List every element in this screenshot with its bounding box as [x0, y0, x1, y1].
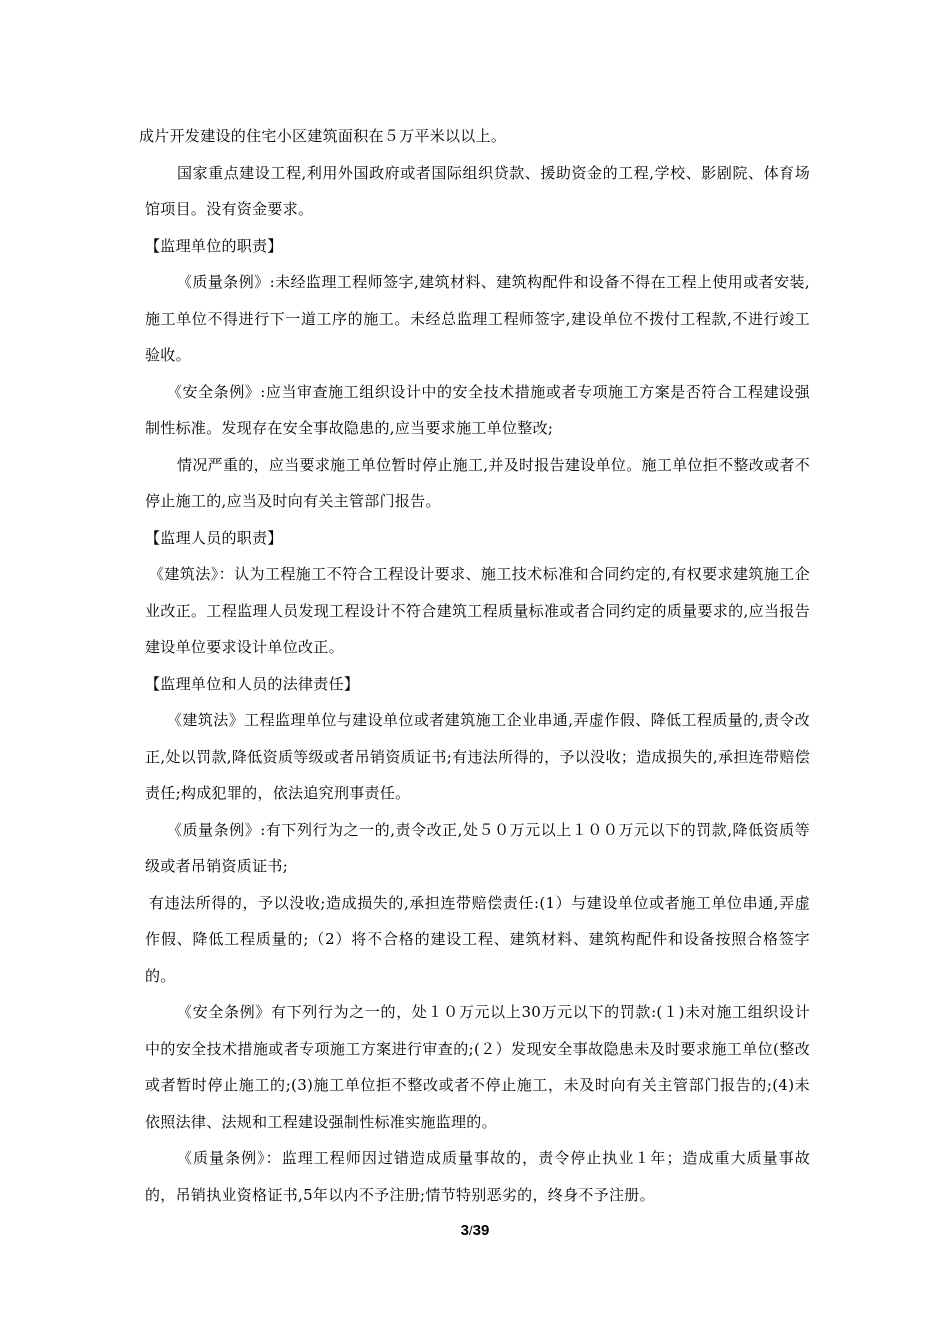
paragraph: 《质量条例》:未经监理工程师签字,建筑材料、建筑构配件和设备不得在工程上使用或者安装,施工单位不得进行下一道工序的施工。未经总监理工程师签字,建设单位不拨付工程款,不进行竣工验收。	[145, 273, 810, 364]
paragraph: 情况严重的，应当要求施工单位暂时停止施工,并及时报告建设单位。施工单位拒不整改或者不停止施工的,应当及时向有关主管部门报告。	[145, 455, 810, 510]
paragraph: 《安全条例》有下列行为之一的，处１０万元以上30万元以下的罚款:(１)未对施工组织设计中的安全技术措施或者专项施工方案进行审查的;(２）发现安全事故隐患未及时要求施工单位(整改或者暂时停止施工的;(3)施工单位拒不整改或者不停止施工，未及时向有关主管部门报告的;(4)未依照法律、法规和工程建设强制性标准实施监理的。	[145, 1003, 810, 1131]
current-page: 3	[460, 1222, 470, 1239]
section-heading: 【监理单位和人员的法律责任】	[145, 674, 360, 693]
page-number	[0, 1222, 950, 1239]
total-pages: 39	[472, 1222, 490, 1239]
paragraph: 《建筑法》工程监理单位与建设单位或者建筑施工企业串通,弄虚作假、降低工程质量的,责令改正,处以罚款,降低资质等级或者吊销资质证书;有违法所得的，予以没收；造成损失的,承担连带赔偿责任;构成犯罪的，依法追究刑事责任。	[145, 711, 810, 802]
paragraph: 《质量条例》:有下列行为之一的,责令改正,处５０万元以上１００万元以下的罚款,降低资质等级或者吊销资质证书;	[145, 820, 810, 875]
paragraph: 国家重点建设工程,利用外国政府或者国际组织贷款、援助资金的工程,学校、影剧院、体育场馆项目。没有资金要求。	[145, 163, 810, 218]
paragraph: 有违法所得的，予以没收;造成损失的,承担连带赔偿责任:(1）与建设单位或者施工单位串通,弄虚作假、降低工程质量的;（2）将不合格的建设工程、建筑材料、建筑构配件和设备按照合格签字的。	[145, 893, 810, 985]
paragraph: 《质量条例》：监理工程师因过错造成质量事故的，责令停止执业１年；造成重大质量事故的，吊销执业资格证书,5年以内不予注册;情节特别恶劣的，终身不予注册。	[145, 1149, 810, 1204]
document-body	[139, 118, 810, 1213]
page-separator: /	[469, 1223, 473, 1238]
section-heading: 【监理人员的职责】	[145, 528, 283, 547]
paragraph: 《建筑法》：认为工程施工不符合工程设计要求、施工技术标准和合同约定的,有权要求建筑施工企业改正。工程监理人员发现工程设计不符合建筑工程质量标准或者合同约定的质量要求的,应当报告建设单位要求设计单位改正。	[145, 565, 810, 656]
section-heading: 【监理单位的职责】	[145, 236, 283, 255]
paragraph: 《安全条例》:应当审查施工组织设计中的安全技术措施或者专项施工方案是否符合工程建设强制性标准。发现存在安全事故隐患的,应当要求施工单位整改;	[145, 382, 810, 437]
paragraph: 成片开发建设的住宅小区建筑面积在５万平米以以上。	[139, 127, 507, 145]
